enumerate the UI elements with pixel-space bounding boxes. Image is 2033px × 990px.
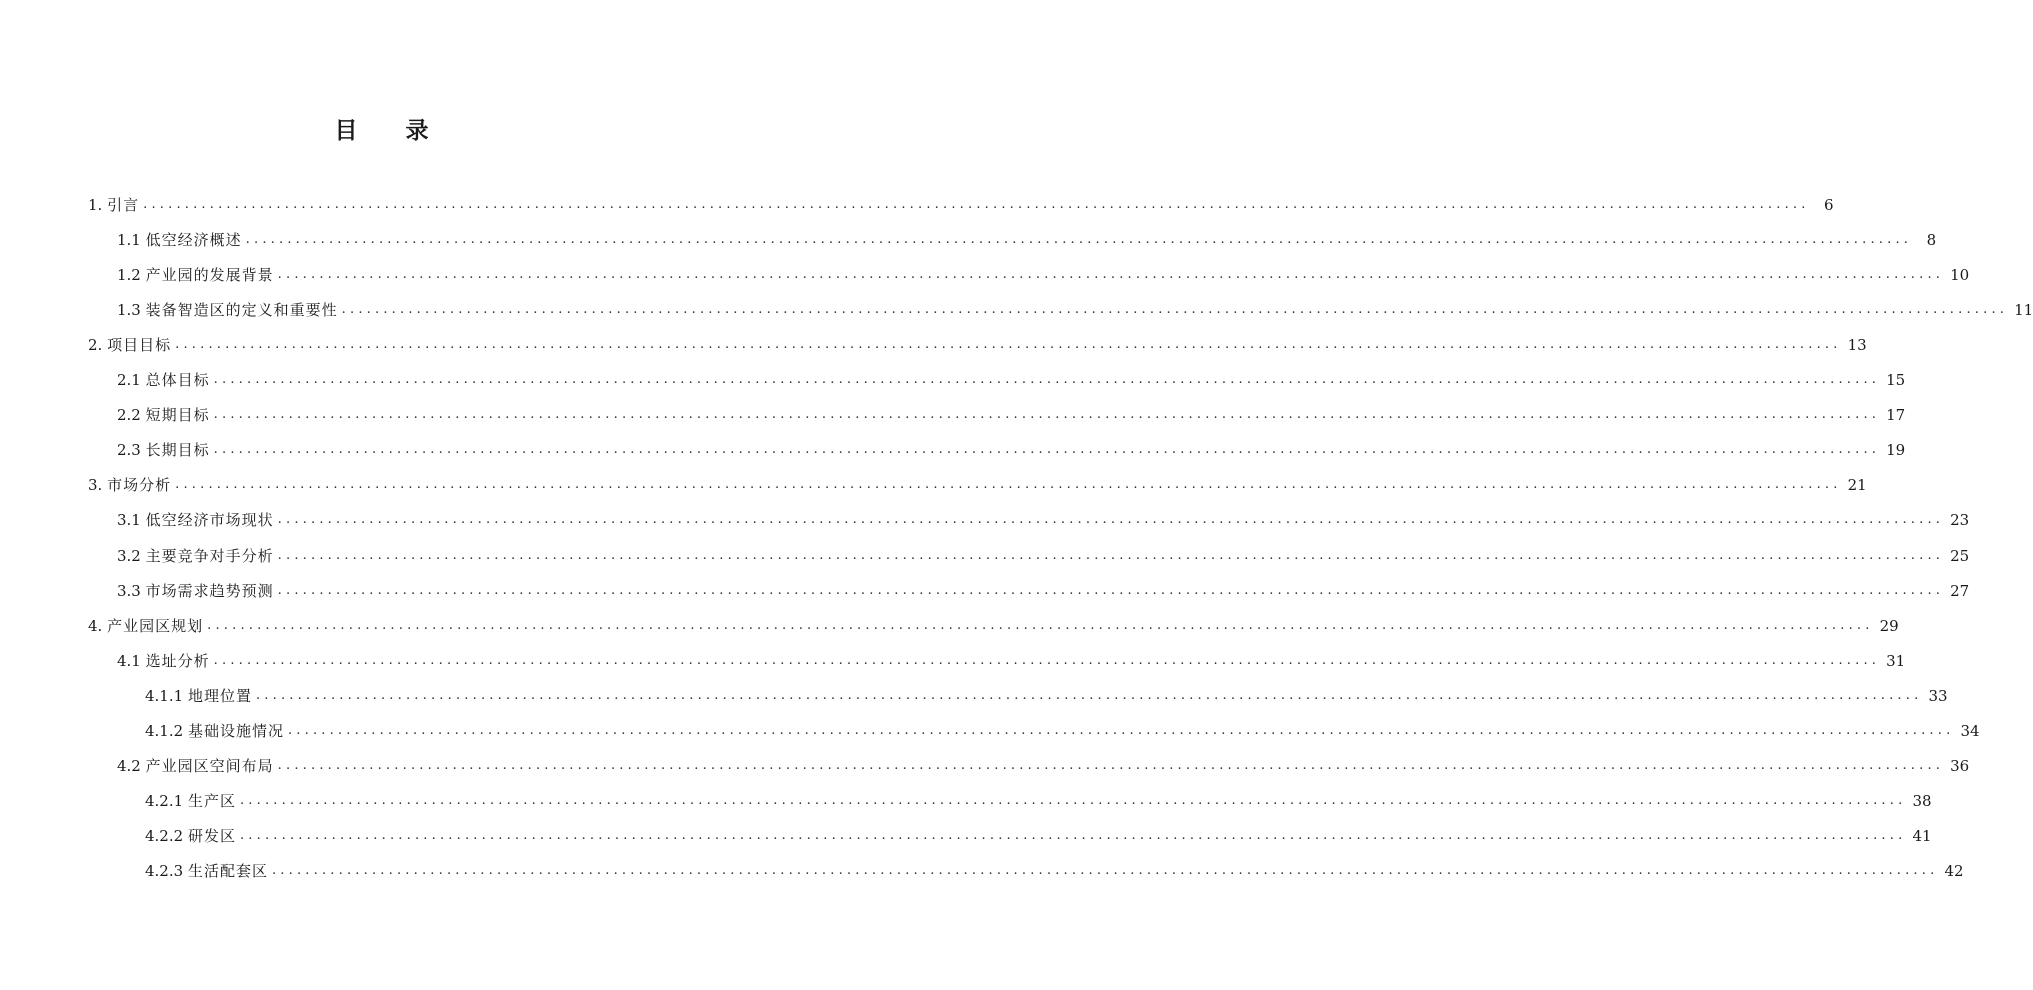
toc-entry[interactable] [117,292,2033,327]
toc-entry-page-number: 33 [1928,686,1948,705]
toc-entry[interactable] [145,714,1980,749]
toc-leader-dots: ........................................................................................................................................................................................................ [239,793,1907,809]
toc-entry-page-number: 29 [1879,616,1899,635]
toc-entry-number: 4.2 [117,757,141,776]
toc-entry-number: 3.2 [117,546,141,565]
toc-leader-dots: ........................................................................................................................................................................................................ [175,336,1842,352]
toc-entry-label: 产业园的发展背景 [145,265,274,284]
toc-leader-dots: ........................................................................................................................................................................................................ [213,407,1881,423]
toc-entry-number: 3.3 [117,581,141,600]
toc-entry-number: 4.2.2 [145,827,184,846]
toc-entry-page-number: 25 [1950,546,1970,565]
toc-entry-label: 装备智造区的定义和重要性 [145,300,338,319]
toc-entry-label: 市场需求趋势预测 [145,581,274,600]
toc-entry[interactable] [117,538,1970,573]
toc-entry-label: 生产区 [187,792,236,811]
toc-entry[interactable] [145,819,1932,854]
toc-leader-dots: ........................................................................................................................................................................................................ [239,828,1907,844]
toc-entry-number: 2.2 [117,406,141,425]
toc-entry-number: 4.1.1 [145,686,184,705]
toc-entry-page-number: 21 [1847,476,1867,495]
toc-entry[interactable] [145,678,1948,713]
toc-leader-dots: ........................................................................................................................................................................................................ [207,617,1874,633]
toc-entry-label: 主要竞争对手分析 [145,546,274,565]
toc-entry-label: 产业园区空间布局 [145,757,274,776]
toc-leader-dots: ........................................................................................................................................................................................................ [287,723,1955,738]
toc-leader-dots: ........................................................................................................................................................................................................ [213,372,1881,387]
toc-title-char-1: 目 [334,118,360,144]
toc-entry-page-number: 8 [1926,230,1937,249]
toc-entry[interactable] [117,503,1970,538]
toc-leader-dots: ........................................................................................................................................................................................................ [255,687,1923,703]
toc-entry-page-number: 15 [1886,371,1906,389]
toc-entry-number: 3.1 [117,511,141,530]
toc-entry[interactable] [88,327,1867,362]
toc-entry-label: 长期目标 [145,441,210,460]
toc-entry-page-number: 42 [1944,862,1964,881]
toc-entry[interactable] [117,433,1906,468]
toc-entry[interactable] [117,749,1970,784]
toc-entry-page-number: 23 [1950,511,1970,530]
toc-leader-dots: ........................................................................................................................................................................................................ [245,231,1913,247]
toc-entry-page-number: 11 [2014,300,2033,319]
toc-entry[interactable] [117,257,1970,292]
toc-entry[interactable] [145,784,1932,819]
toc-leader-dots: ........................................................................................................................................................................................................ [277,758,1945,774]
toc-entry-page-number: 19 [1886,441,1906,460]
toc-entry-page-number: 31 [1886,651,1906,670]
toc-entry-page-number: 6 [1824,195,1834,214]
toc-entry-label: 研发区 [187,827,236,846]
toc-entry-label: 选址分析 [145,651,210,670]
toc-entry-label: 短期目标 [145,406,210,425]
toc-entry[interactable] [117,573,1970,608]
toc-entry-number: 4.1.2 [145,722,184,740]
toc-entry-page-number: 27 [1950,581,1970,600]
toc-entry-label: 项目目标 [107,335,172,354]
toc-entry-number: 1.1 [117,230,141,249]
toc-leader-dots: ........................................................................................................................................................................................................ [175,477,1842,493]
toc-title-char-2: 录 [405,118,431,144]
toc-entry-page-number: 10 [1950,265,1970,284]
toc-entry-number: 1.3 [117,300,141,319]
toc-entry-number: 4.2.3 [145,862,184,881]
toc-entry-number: 1.2 [117,265,141,284]
toc-entry[interactable] [88,187,1834,222]
toc-leader-dots: ........................................................................................................................................................................................................ [277,266,1945,282]
toc-entry[interactable] [117,222,1937,257]
toc-entry-page-number: 38 [1912,792,1932,811]
toc-entry-label: 市场分析 [107,476,172,495]
toc-entry-number: 3. [88,476,103,495]
toc-entry-label: 引言 [107,195,140,214]
toc-entry[interactable] [145,854,1964,889]
toc-entry-page-number: 41 [1912,827,1932,846]
toc-entry-number: 2. [88,335,103,354]
toc-entry-label: 低空经济市场现状 [145,511,274,530]
toc-leader-dots: ........................................................................................................................................................................................................ [213,652,1881,668]
toc-entry-page-number: 36 [1950,757,1970,776]
toc-leader-dots: ........................................................................................................................................................................................................ [277,582,1945,598]
toc-entry[interactable] [117,643,1906,678]
toc-entry-number: 4. [88,616,103,635]
toc-entry-number: 4.1 [117,651,141,670]
toc-entry-label: 生活配套区 [187,862,268,881]
toc-entry-number: 2.3 [117,441,141,460]
toc-entry[interactable] [117,363,1906,398]
toc-entry-number: 2.1 [117,371,141,389]
toc-leader-dots: ........................................................................................................................................................................................................ [277,512,1945,528]
toc-leader-dots: ........................................................................................................................................................................................................ [143,196,1810,212]
toc-entry-label: 基础设施情况 [187,722,284,740]
toc-entry-label: 产业园区规划 [107,616,204,635]
toc-entry-number: 4.2.1 [145,792,184,811]
toc-leader-dots: ........................................................................................................................................................................................................ [277,547,1945,563]
toc-entry-number: 1. [88,195,103,214]
toc-entry-label: 低空经济概述 [145,230,242,249]
toc-leader-dots: ........................................................................................................................................................................................................ [341,301,2009,317]
toc-entry[interactable] [88,468,1867,503]
toc-title [0,112,765,145]
toc-entry-page-number: 13 [1847,335,1867,354]
toc-leader-dots: ........................................................................................................................................................................................................ [213,442,1881,458]
toc-entry-page-number: 34 [1960,722,1980,740]
toc-entry-page-number: 17 [1886,406,1906,425]
toc-entry[interactable] [117,398,1906,433]
toc-leader-dots: ........................................................................................................................................................................................................ [271,863,1939,879]
toc-entry-label: 总体目标 [145,371,210,389]
toc-entry[interactable] [88,608,1899,643]
toc-entry-label: 地理位置 [187,686,252,705]
